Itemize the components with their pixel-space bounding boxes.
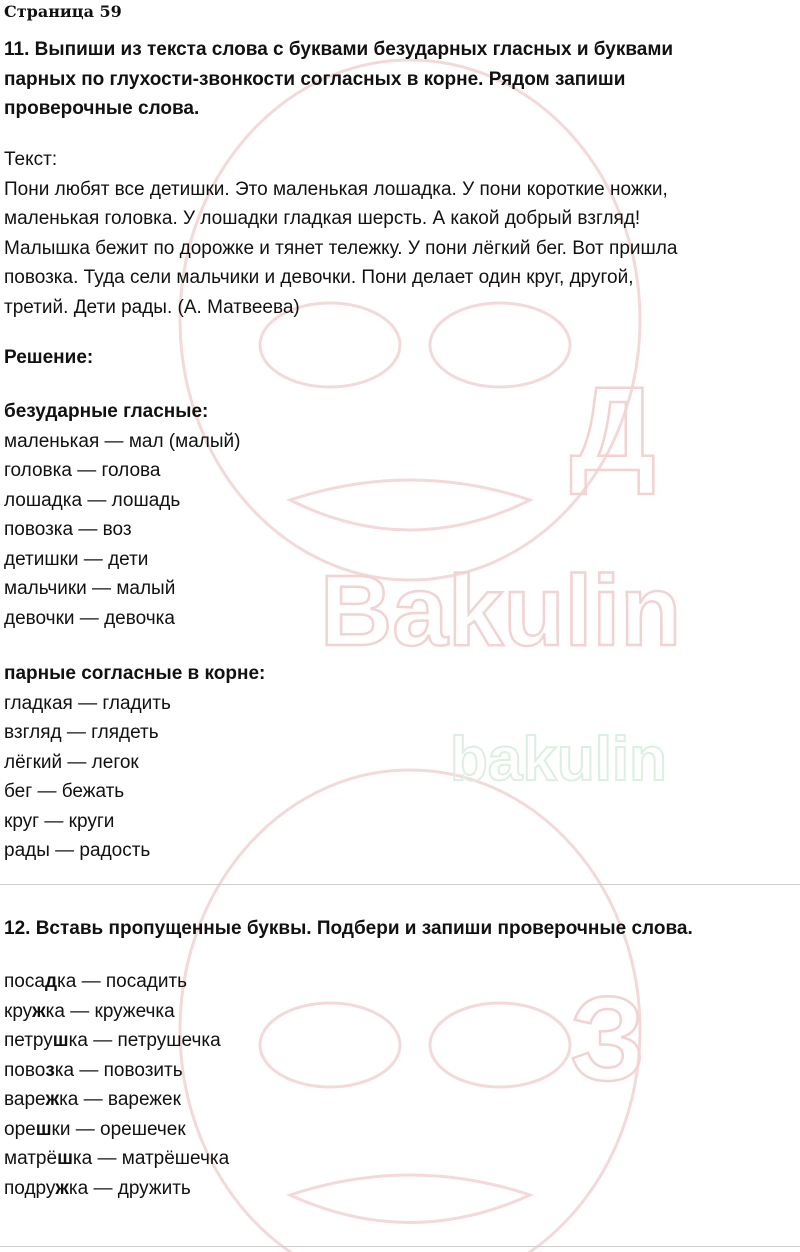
list-item: лошадка — лошадь [4, 489, 181, 511]
task-11-title-line: проверочные слова. [4, 98, 200, 119]
vowels-section [4, 397, 794, 633]
word-end: ка — матрёшечка [72, 1148, 230, 1169]
word-end: ка — петрушечка [68, 1030, 221, 1051]
list-item [4, 1026, 794, 1056]
text-line: третий. Дети рады. (А. Матвеева) [4, 296, 300, 318]
vowels-list [4, 427, 794, 634]
solution [4, 343, 794, 373]
list-item [4, 997, 794, 1027]
consonants-section [4, 659, 794, 866]
consonants-list [4, 689, 794, 866]
word-end: ка — посадить [57, 971, 188, 992]
list-item [4, 1174, 794, 1204]
text-label: Текст: [4, 149, 58, 170]
inserted-letter: ж [45, 1089, 60, 1110]
list-item: круг — круги [4, 810, 115, 832]
watermark-brand-small: bakulin [450, 725, 668, 794]
list-item: гладкая — гладить [4, 692, 171, 714]
word-start: пово [4, 1059, 46, 1081]
list-item: девочки — девочка [4, 607, 175, 629]
text-line: повозка. Туда сели мальчики и девочки. Пони делает один круг, другой, [4, 267, 634, 288]
solution-label: Решение: [4, 347, 94, 368]
task-12-title: 12. Вставь пропущенные буквы. Подбери и запиши проверочные слова. [4, 918, 693, 939]
word-start: оре [4, 1118, 36, 1140]
list-item [4, 1115, 794, 1145]
word-end: ка — повозить [54, 1059, 183, 1081]
list-item [4, 967, 794, 997]
list-item [4, 1085, 794, 1115]
task-12 [4, 914, 794, 944]
watermark-letter-z: З [570, 972, 646, 1106]
inserted-letter: ш [35, 1118, 52, 1140]
inserted-letter: ж [32, 1000, 46, 1022]
list-item [4, 1144, 794, 1174]
list-item: детишки — дети [4, 548, 149, 570]
divider [0, 1246, 800, 1247]
list-item: бег — бежать [4, 781, 125, 802]
word-start: варе [4, 1089, 46, 1110]
list-item [4, 1056, 794, 1086]
task-12-answers [4, 967, 794, 1203]
page-label: Страница 59 [4, 2, 122, 21]
consonants-heading: парные согласные в корне: [4, 663, 266, 684]
word-start: поса [4, 971, 45, 992]
inserted-letter: ш [57, 1148, 73, 1169]
list-item: рады — радость [4, 840, 151, 861]
text-line: Пони любят все детишки. Это маленькая лошадка. У пони короткие ножки, [4, 178, 668, 200]
word-start: кру [4, 1000, 33, 1022]
watermark-brand: Bakulin [320, 555, 682, 667]
word-end: ка — варежек [59, 1089, 181, 1110]
list-item: мальчики — малый [4, 578, 176, 599]
divider [0, 884, 800, 885]
vowels-heading: безударные гласные: [4, 401, 209, 422]
word-start: петру [4, 1030, 53, 1051]
text-line: Малышка бежит по дорожке и тянет тележку. У пони лёгкий бег. Вот пришла [4, 237, 678, 259]
word-end: ка — дружить [68, 1177, 191, 1199]
task-11-title-line: 11. Выпиши из текста слова с буквами безударных гласных и буквами [4, 39, 674, 60]
list-item: повозка — воз [4, 519, 132, 540]
task-11-title-line: парных по глухости-звонкости согласных в корне. Рядом запиши [4, 68, 626, 90]
word-start: подру [4, 1177, 56, 1199]
task-12-list [4, 967, 794, 1203]
list-item: лёгкий — легок [4, 751, 139, 773]
inserted-letter: з [45, 1059, 55, 1081]
word-end: ки — орешечек [51, 1118, 186, 1140]
list-item: взгляд — глядеть [4, 722, 159, 743]
task-11-text [4, 145, 794, 322]
inserted-letter: д [44, 971, 57, 992]
watermark-letter-d: Д [570, 362, 656, 496]
list-item: головка — голова [4, 460, 161, 481]
inserted-letter: ж [55, 1177, 69, 1199]
text-line: маленькая головка. У лошадки гладкая шерсть. А какой добрый взгляд! [4, 208, 641, 229]
inserted-letter: ш [52, 1030, 69, 1051]
task-11 [4, 35, 794, 124]
word-end: ка — кружечка [45, 1000, 175, 1022]
word-start: матрё [4, 1148, 58, 1169]
list-item: маленькая — мал (малый) [4, 430, 241, 452]
